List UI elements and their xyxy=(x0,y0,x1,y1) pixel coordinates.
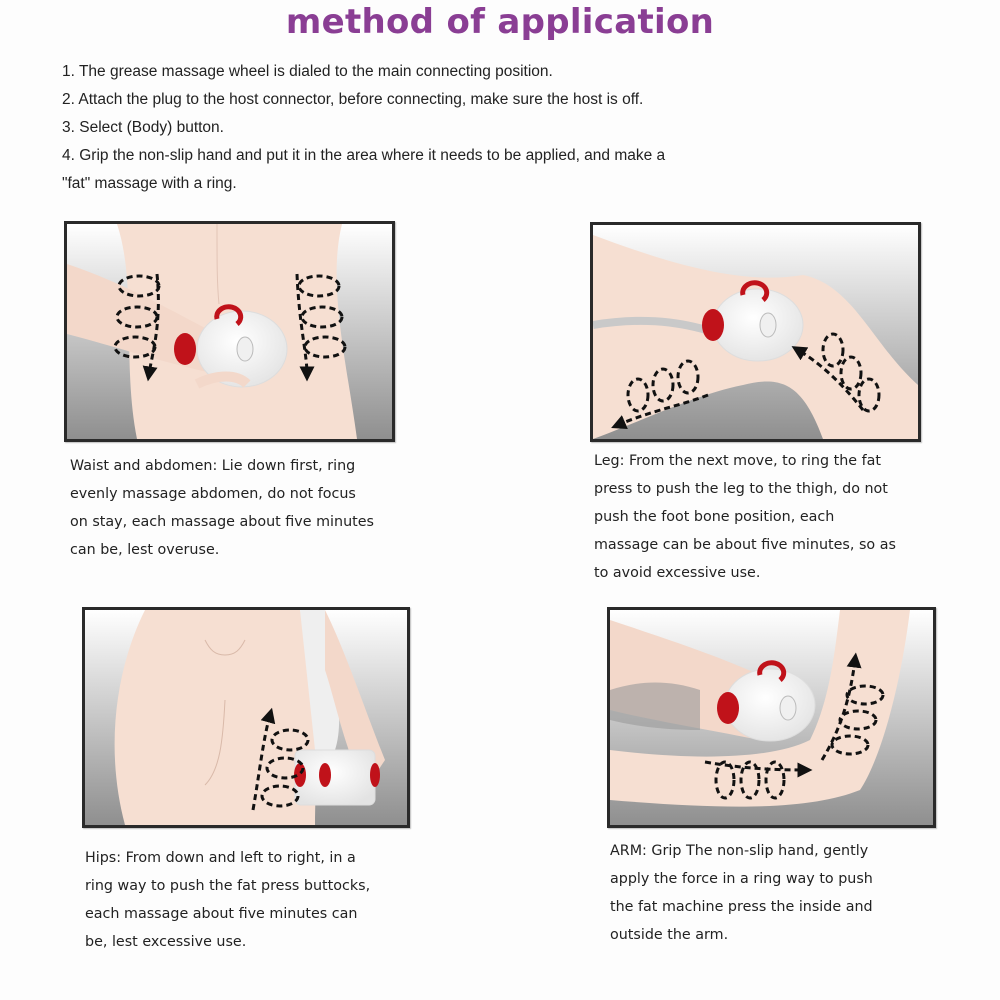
caption-line: massage can be about five minutes, so as xyxy=(594,537,896,553)
hips-image xyxy=(85,610,407,825)
step-3: 3. Select (Body) button. xyxy=(62,119,224,136)
waist-illustration xyxy=(64,221,395,442)
caption-line: apply the force in a ring way to push xyxy=(610,871,873,887)
instruction-steps xyxy=(62,58,802,198)
caption-line: the fat machine press the inside and xyxy=(610,899,873,915)
caption-line: Waist and abdomen: Lie down first, ring xyxy=(70,458,356,474)
step-2: 2. Attach the plug to the host connector, before connecting, make sure the host is off. xyxy=(62,91,644,108)
caption-line: on stay, each massage about five minutes xyxy=(70,514,374,530)
caption-line: each massage about five minutes can xyxy=(85,906,358,922)
arm-caption xyxy=(610,837,873,949)
caption-line: evenly massage abdomen, do not focus xyxy=(70,486,356,502)
caption-line: push the foot bone position, each xyxy=(594,509,835,525)
caption-line: Leg: From the next move, to ring the fat xyxy=(594,453,881,469)
step-4: 4. Grip the non-slip hand and put it in the area where it needs to be applied, and make a xyxy=(62,147,666,164)
caption-line: can be, lest overuse. xyxy=(70,542,220,558)
caption-line: to avoid excessive use. xyxy=(594,565,761,581)
caption-line: Hips: From down and left to right, in a xyxy=(85,850,356,866)
leg-illustration xyxy=(590,222,921,442)
step-1: 1. The grease massage wheel is dialed to the main connecting position. xyxy=(62,63,553,80)
caption-line: ARM: Grip The non-slip hand, gently xyxy=(610,843,869,859)
leg-caption xyxy=(594,447,896,587)
step-4-continued: "fat" massage with a ring. xyxy=(62,175,237,192)
leg-image xyxy=(593,225,918,439)
arm-image xyxy=(610,610,933,825)
waist-caption xyxy=(70,452,374,564)
caption-line: press to push the leg to the thigh, do not xyxy=(594,481,888,497)
hips-caption xyxy=(85,844,370,956)
hips-illustration xyxy=(82,607,410,828)
caption-line: ring way to push the fat press buttocks, xyxy=(85,878,371,894)
arm-illustration xyxy=(607,607,936,828)
waist-image xyxy=(67,224,392,439)
page-title: method of application xyxy=(285,2,715,42)
caption-line: be, lest excessive use. xyxy=(85,934,247,950)
caption-line: outside the arm. xyxy=(610,927,729,943)
